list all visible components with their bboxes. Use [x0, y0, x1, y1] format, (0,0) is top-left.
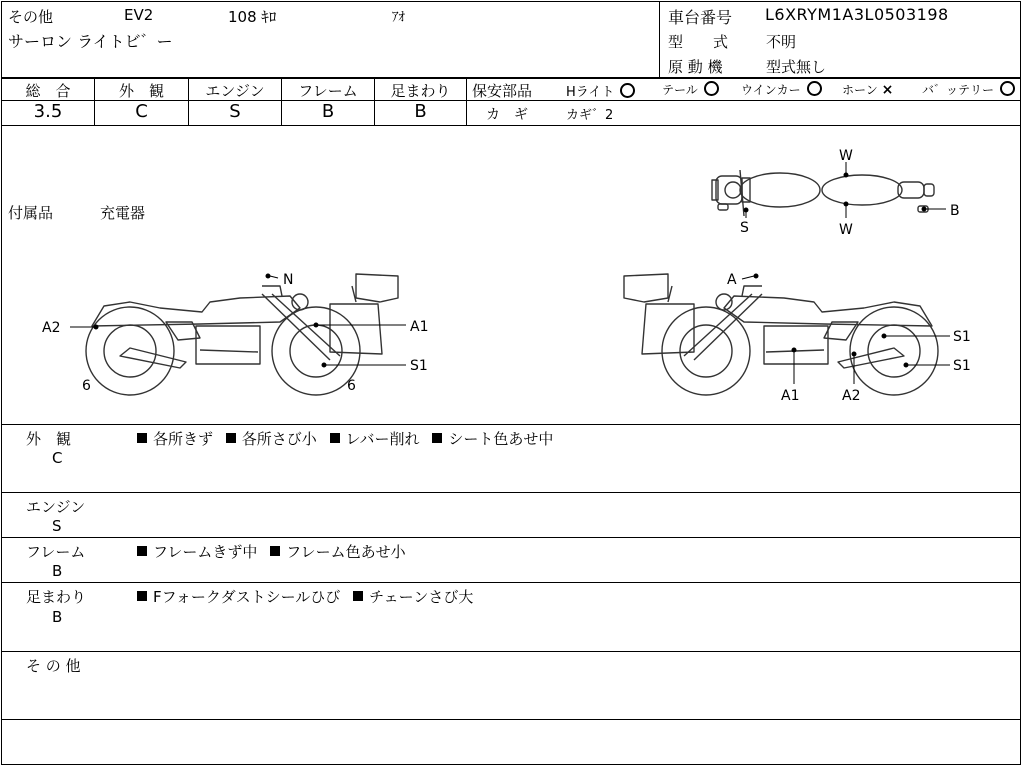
grade-suspension-label: 足まわり — [390, 82, 451, 100]
section-grade: C — [52, 449, 63, 467]
grade-exterior-value: C — [135, 101, 148, 122]
safety-tail: テール — [662, 81, 719, 98]
section-grade: S — [52, 517, 62, 535]
left-label-6a: 6 — [82, 378, 91, 394]
safety-headlight: Hライト — [566, 81, 635, 100]
safety-battery: バ゛ッテリー — [922, 81, 1015, 98]
right-label-s1a: S1 — [953, 329, 971, 345]
grade-frame-value: B — [321, 101, 335, 122]
bullet-square-icon — [137, 546, 147, 556]
bullet-square-icon — [137, 591, 147, 601]
left-label-s1: S1 — [410, 358, 428, 374]
safety-winker: ウインカー — [741, 81, 822, 98]
ng-cross-icon: × — [881, 82, 894, 98]
right-label-s1b: S1 — [953, 358, 971, 374]
right-side-view-diagram — [624, 274, 938, 395]
left-label-a1: A1 — [410, 319, 429, 335]
grade-total-value: 3.5 — [33, 101, 63, 122]
section-title: そ の 他 — [26, 657, 81, 675]
left-label-6b: 6 — [347, 378, 356, 394]
header-vehicle-name: サーロン ライトビ゛ー — [8, 32, 173, 51]
ok-circle-icon — [620, 83, 635, 98]
ok-circle-icon — [1000, 81, 1015, 96]
section-grade: B — [52, 608, 63, 626]
top-label-s: S — [740, 220, 749, 236]
grade-frame-label: フレーム — [298, 82, 358, 100]
header-category: その他 — [8, 8, 54, 26]
key-value: カギ゛2 — [566, 108, 614, 123]
chassis-number: L6XRYM1A3L0503198 — [765, 5, 949, 24]
section-notes: フレームきず中 フレーム色あせ小 — [137, 541, 406, 562]
safety-horn: ホーン × — [842, 82, 894, 98]
grade-engine-label: エンジン — [205, 82, 265, 100]
bullet-square-icon — [226, 433, 236, 443]
right-label-a: A — [727, 272, 737, 288]
left-side-view-diagram — [86, 274, 398, 395]
type-label: 型 式 — [668, 33, 729, 51]
top-label-w2: W — [839, 222, 853, 238]
grade-total-label: 総 合 — [25, 82, 71, 100]
grade-suspension-value: B — [414, 101, 427, 122]
section-title: 足まわり — [26, 588, 87, 606]
ok-circle-icon — [704, 81, 719, 96]
header-divider — [659, 1, 660, 77]
type-value: 不明 — [766, 33, 797, 51]
bullet-square-icon — [330, 433, 340, 443]
bullet-square-icon — [353, 591, 363, 601]
key-label: カ ギ — [486, 107, 528, 123]
header-mileage: 108 ｷﾛ — [228, 8, 277, 26]
section-notes: Fフォークダストシールひび チェーンさび大 — [137, 586, 473, 607]
bullet-square-icon — [270, 546, 280, 556]
grade-exterior-label: 外 観 — [118, 82, 164, 100]
damage-diagrams — [0, 126, 1024, 424]
section-title: 外 観 — [26, 430, 72, 448]
accessories-value: 充電器 — [100, 204, 146, 222]
left-label-a2: A2 — [42, 320, 61, 336]
engine-value: 型式無し — [766, 58, 827, 76]
section-grade: B — [52, 562, 63, 580]
section-title: エンジン — [26, 498, 86, 516]
chassis-label: 車台番号 — [668, 8, 733, 27]
bullet-square-icon — [432, 433, 442, 443]
top-label-b: B — [950, 203, 960, 219]
left-label-n: N — [283, 272, 294, 288]
right-label-a2: A2 — [842, 388, 861, 404]
engine-label: 原 動 機 — [668, 58, 723, 76]
ok-circle-icon — [807, 81, 822, 96]
accessories-label: 付属品 — [8, 204, 54, 222]
grade-engine-value: S — [229, 101, 241, 122]
header-color: ｱｵ — [392, 10, 405, 25]
header-model-code: EV2 — [124, 6, 154, 24]
right-label-a1: A1 — [781, 388, 800, 404]
section-title: フレーム — [26, 543, 86, 561]
top-label-w1: W — [839, 148, 853, 164]
safety-label: 保安部品 — [472, 82, 533, 100]
bullet-square-icon — [137, 433, 147, 443]
section-notes: 各所きず 各所さび小 レバー削れ シート色あせ中 — [137, 428, 553, 449]
grade-row-top — [1, 77, 1021, 79]
